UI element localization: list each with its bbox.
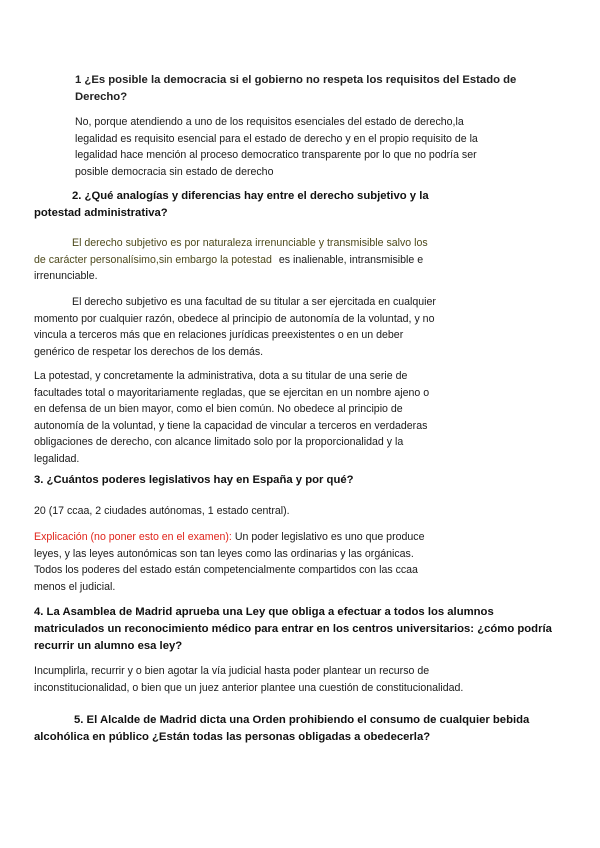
answer-line: posible democracia sin estado de derecho xyxy=(75,165,274,178)
question-5-title xyxy=(34,712,529,746)
answer-line-segment: es inalienable, intransmisible e xyxy=(278,253,424,266)
question-2-title-line-1: 2. ¿Qué analogías y diferencias hay entre el derecho subjetivo y la xyxy=(72,190,429,202)
answer-line: menos el judicial. xyxy=(34,580,116,593)
answer-line: Todos los poderes del estado están competencialmente compartidos con las ccaa xyxy=(34,564,418,576)
answer-line: No, porque atendiendo a uno de los requisitos esenciales del estado de derecho,la xyxy=(75,116,464,128)
question-5-title-line-1: 5. El Alcalde de Madrid dicta una Orden prohibiendo el consumo de cualquier bebida xyxy=(74,714,530,726)
answer-line: autonomía de la voluntad, y tiene la capacidad de vincular a terceros en verdaderas xyxy=(34,419,428,432)
question-4-answer xyxy=(34,663,463,696)
question-2-answer-3 xyxy=(34,368,429,467)
answer-line-segment: Un poder legislativo es uno que produce xyxy=(234,531,425,543)
answer-line xyxy=(34,252,428,269)
question-1-answer xyxy=(75,114,478,180)
answer-line: genérico de respetar los derechos de los demás. xyxy=(34,345,264,358)
question-1-title-line-2: Derecho? xyxy=(75,91,128,103)
answer-line xyxy=(34,529,424,546)
question-4-title xyxy=(34,604,552,655)
exam-note: Explicación (no poner esto en el examen): xyxy=(34,531,232,543)
answer-line: en defensa de un bien mayor, como el bien común. No obedece al principio de xyxy=(34,403,403,415)
answer-line: legalidad es requisito esencial para el estado de derecho y en el propio requisito de la xyxy=(75,132,478,145)
answer-line: Incumplirla, recurrir y o bien agotar la vía judicial hasta poder plantear un recurso de xyxy=(34,665,430,677)
question-2-title xyxy=(34,188,429,222)
answer-line: 20 (17 ccaa, 2 ciudades autónomas, 1 estado central). xyxy=(34,505,290,517)
question-5-title-line-2: alcohólica en público ¿Están todas las personas obligadas a obedecerla? xyxy=(34,731,431,743)
question-4-title-line-2: matriculados un reconocimiento médico para entrar en los centros universitarios: ¿cómo podría xyxy=(34,623,552,635)
question-3-title-line-1: 3. ¿Cuántos poderes legislativos hay en España y por qué? xyxy=(34,474,354,486)
question-3-title xyxy=(34,472,354,489)
question-1-title-line-1: 1 ¿Es posible la democracia si el gobierno no respeta los requisitos del Estado de xyxy=(75,74,517,86)
question-2-answer-2 xyxy=(34,294,436,360)
question-1-title xyxy=(75,72,516,106)
answer-line: irrenunciable. xyxy=(34,270,98,282)
answer-line: leyes, y las leyes autonómicas son tan leyes como las ordinarias y las orgánicas. xyxy=(34,547,414,560)
answer-line: inconstitucionalidad, o bien que un juez anterior plantee una cuestión de constitucionalidad. xyxy=(34,681,464,694)
answer-line: La potestad, y concretamente la administrativa, dota a su titular de una serie de xyxy=(34,370,408,382)
question-4-title-line-1: 4. La Asamblea de Madrid aprueba una Ley que obliga a efectuar a todos los alumnos xyxy=(34,606,494,618)
answer-line-segment: de carácter personalísimo,sin embargo la potestad xyxy=(34,253,272,266)
answer-line: facultades total o mayoritariamente regladas, que se ejercitan en un nombre ajeno o xyxy=(34,386,430,399)
answer-line: vincula a terceros más que en relaciones jurídicas preexistentes o en un deber xyxy=(34,329,404,341)
answer-line: El derecho subjetivo es una facultad de su titular a ser ejercitada en cualquier xyxy=(72,296,436,308)
answer-line: legalidad hace mención al proceso democratico transparente por lo que no podría ser xyxy=(75,149,477,161)
answer-line: El derecho subjetivo es por naturaleza irrenunciable y transmisible salvo los xyxy=(72,237,428,249)
question-2-answer-1 xyxy=(34,235,428,285)
answer-line: obligaciones de derecho, con alcance limitado solo por la proporcionalidad y la xyxy=(34,436,404,448)
question-2-title-line-2: potestad administrativa? xyxy=(34,207,168,219)
answer-line: momento por cualquier razón, obedece al principio de autonomía de la voluntad, y no xyxy=(34,312,435,325)
question-3-answer-2 xyxy=(34,529,424,595)
answer-line: legalidad. xyxy=(34,452,80,465)
question-3-answer-1 xyxy=(34,503,290,520)
question-4-title-line-3: recurrir un alumno esa ley? xyxy=(34,640,183,652)
